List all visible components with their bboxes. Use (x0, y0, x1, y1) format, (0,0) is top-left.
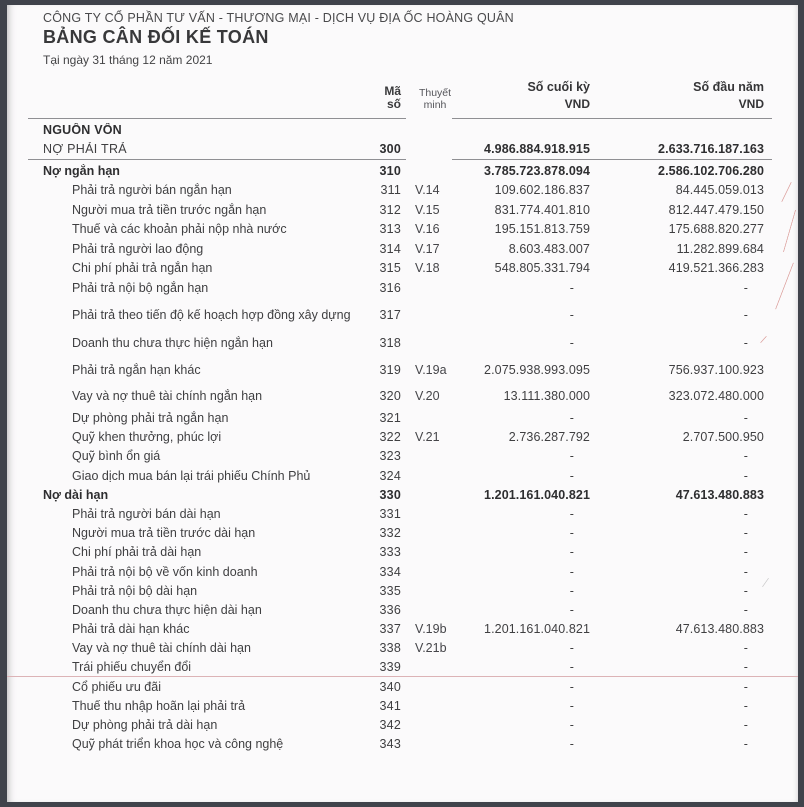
end-period-column-header (455, 80, 590, 111)
row-end-period-value: 2.075.938.993.095 (484, 363, 590, 378)
row-label: Phải trả người bán dài hạn (72, 507, 221, 522)
row-label: Vay và nợ thuê tài chính ngắn hạn (72, 389, 263, 404)
row-end-period-value: 548.805.331.794 (494, 261, 590, 276)
row-end-period-value: - (569, 411, 574, 426)
table-row-340 (7, 677, 798, 696)
row-label: Phải trả người lao động (72, 241, 204, 256)
row-end-period-value: - (569, 698, 574, 713)
row-code: 323 (379, 449, 401, 464)
row-code: 310 (379, 163, 401, 178)
row-end-period-value: - (569, 641, 574, 656)
begin-period-column-header (590, 80, 764, 111)
row-end-period-value: 195.151.813.759 (494, 222, 590, 237)
row-begin-period-value: - (743, 335, 748, 350)
row-begin-period-value: - (743, 280, 748, 295)
table-row-320 (7, 384, 798, 409)
row-begin-period-value: 419.521.366.283 (668, 261, 764, 276)
row-begin-period-value: - (743, 526, 748, 541)
row-code: 335 (379, 583, 401, 598)
row-begin-period-value: - (743, 545, 748, 560)
row-label: Phải trả nội bộ ngắn hạn (72, 280, 209, 295)
table-row-341 (7, 696, 798, 715)
table-row-318 (7, 329, 798, 357)
table-row-331 (7, 504, 798, 523)
row-note-ref: V.21 (415, 430, 440, 445)
code-header-line1: Mã (384, 84, 401, 98)
row-note-ref: V.20 (415, 389, 440, 404)
row-begin-period-value: - (743, 308, 748, 323)
table-row-342 (7, 716, 798, 735)
table-row-338 (7, 639, 798, 658)
table-body (7, 120, 798, 754)
row-end-period-value: - (569, 737, 574, 752)
company-name: CÔNG TY CỔ PHẦN TƯ VẤN - THƯƠNG MẠI - DỊCH VỤ ĐỊA ỐC HOÀNG QUÂN (43, 11, 514, 25)
note-header-line1: Thuyết (418, 87, 452, 99)
table-row-337 (7, 620, 798, 639)
row-code: 331 (379, 507, 401, 522)
end-period-currency: VND (564, 97, 590, 111)
row-label: Chi phí phải trả dài hạn (72, 545, 202, 560)
row-code: 340 (379, 679, 401, 694)
row-begin-period-value: 11.282.899.684 (676, 241, 764, 256)
row-code: 332 (379, 526, 401, 541)
row-end-period-value: 4.986.884.918.915 (484, 142, 590, 157)
row-label: Phải trả dài hạn khác (72, 622, 190, 637)
row-begin-period-value: - (743, 411, 748, 426)
row-note-ref: V.18 (415, 261, 440, 276)
row-label: Phải trả theo tiến độ kế hoạch hợp đồng xây dựng (72, 308, 351, 323)
table-row-324 (7, 466, 798, 485)
row-end-period-value: - (569, 545, 574, 560)
table-row-312 (7, 200, 798, 220)
table-row-300 (7, 140, 798, 160)
row-end-period-value: - (569, 583, 574, 598)
table-row-330 (7, 485, 798, 504)
row-label: Phải trả người bán ngắn hạn (72, 183, 232, 198)
report-date: Tại ngày 31 tháng 12 năm 2021 (43, 53, 213, 67)
row-label: Người mua trả tiền trước dài hạn (72, 526, 256, 541)
table-row-310 (7, 161, 798, 181)
row-begin-period-value: 2.586.102.706.280 (658, 163, 764, 178)
row-end-period-value: - (569, 718, 574, 733)
table-row-332 (7, 524, 798, 543)
row-end-period-value: 8.603.483.007 (508, 241, 590, 256)
row-label: Thuế và các khoản phải nộp nhà nước (72, 222, 287, 237)
table-row-314 (7, 239, 798, 259)
row-label: Chi phí phải trả ngắn hạn (72, 261, 213, 276)
row-end-period-value: 3.785.723.878.094 (484, 163, 590, 178)
row-begin-period-value: 812.447.479.150 (668, 202, 764, 217)
row-code: 330 (379, 487, 401, 502)
row-end-period-value: - (569, 660, 574, 675)
row-code: 334 (379, 564, 401, 579)
table-row-333 (7, 543, 798, 562)
row-end-period-value: 1.201.161.040.821 (484, 487, 590, 502)
code-column-header (357, 85, 403, 111)
row-code: 300 (379, 142, 401, 157)
row-label: Quỹ khen thưởng, phúc lợi (72, 430, 222, 445)
row-label: Người mua trả tiền trước ngắn hạn (72, 202, 267, 217)
row-code: 314 (379, 241, 401, 256)
table-column-header (7, 80, 798, 118)
table-row-315 (7, 259, 798, 279)
table-row-335 (7, 581, 798, 600)
note-header-line2: minh (423, 99, 447, 111)
row-label: Phải trả nội bộ về vốn kinh doanh (72, 564, 258, 579)
row-code: 312 (379, 202, 401, 217)
row-code: 339 (379, 660, 401, 675)
table-row-313 (7, 220, 798, 240)
table-row-336 (7, 600, 798, 619)
row-begin-period-value: - (743, 583, 748, 598)
row-end-period-value: - (569, 679, 574, 694)
row-note-ref: V.15 (415, 202, 440, 217)
row-label: Dự phòng phải trả ngắn hạn (72, 411, 229, 426)
table-row-343 (7, 735, 798, 754)
row-note-ref: V.17 (415, 241, 440, 256)
row-label: Nợ ngắn hạn (43, 163, 120, 178)
row-begin-period-value: - (743, 468, 748, 483)
table-row-334 (7, 562, 798, 581)
row-begin-period-value: - (743, 507, 748, 522)
row-label: Quỹ phát triển khoa học và công nghệ (72, 737, 284, 752)
row-begin-period-value: 175.688.820.277 (668, 222, 764, 237)
row-code: 336 (379, 602, 401, 617)
table-row-339 (7, 658, 798, 677)
begin-period-currency: VND (738, 97, 764, 111)
row-code: 318 (379, 335, 401, 350)
row-label: Vay và nợ thuê tài chính dài hạn (72, 641, 251, 656)
row-label: Phải trả ngắn hạn khác (72, 363, 201, 378)
row-end-period-value: - (569, 280, 574, 295)
row-code: 319 (379, 363, 401, 378)
row-end-period-value: - (569, 564, 574, 579)
row-end-period-value: - (569, 602, 574, 617)
row-note-ref: V.14 (415, 183, 440, 198)
header-rule (7, 118, 798, 120)
row-label: Trái phiếu chuyển đổi (72, 660, 192, 675)
row-code: 321 (379, 411, 401, 426)
note-column-header (403, 87, 455, 111)
section-rule (7, 159, 798, 161)
row-end-period-value: - (569, 449, 574, 464)
row-label: Doanh thu chưa thực hiện ngắn hạn (72, 335, 273, 350)
row-label: Phải trả nội bộ dài hạn (72, 583, 198, 598)
row-end-period-value: - (569, 335, 574, 350)
code-header-line2: số (386, 97, 401, 111)
row-begin-period-value: 47.613.480.883 (675, 487, 764, 502)
row-label: NỢ PHẢI TRẢ (43, 142, 127, 157)
row-code: 337 (379, 622, 401, 637)
row-end-period-value: - (569, 526, 574, 541)
row-end-period-value: 109.602.186.837 (494, 183, 590, 198)
row-end-period-value: 1.201.161.040.821 (484, 622, 590, 637)
row-note-ref: V.21b (415, 641, 447, 656)
row-code: 315 (379, 261, 401, 276)
row-note-ref: V.19b (415, 622, 447, 637)
balance-sheet-document (7, 5, 798, 802)
row-label: NGUỒN VỐN (43, 122, 122, 137)
table-row-323 (7, 447, 798, 466)
row-code: 316 (379, 280, 401, 295)
row-begin-period-value: 47.613.480.883 (675, 622, 764, 637)
row-code: 338 (379, 641, 401, 656)
row-begin-period-value: 756.937.100.923 (668, 363, 764, 378)
row-code: 313 (379, 222, 401, 237)
document-title: BẢNG CÂN ĐỐI KẾ TOÁN (43, 27, 269, 47)
row-end-period-value: - (569, 507, 574, 522)
row-end-period-value: - (569, 308, 574, 323)
row-code: 333 (379, 545, 401, 560)
row-begin-period-value: - (743, 737, 748, 752)
row-code: 322 (379, 430, 401, 445)
row-label: Thuế thu nhập hoãn lại phải trả (72, 698, 246, 713)
row-begin-period-value: - (743, 679, 748, 694)
row-begin-period-value: 84.445.059.013 (675, 183, 764, 198)
row-begin-period-value: 2.633.716.187.163 (658, 142, 764, 157)
document-header (7, 5, 798, 67)
row-code: 317 (379, 308, 401, 323)
row-end-period-value: 13.111.380.000 (503, 389, 590, 404)
row-label: Cổ phiếu ưu đãi (72, 679, 161, 694)
table-row-317 (7, 302, 798, 330)
row-begin-period-value: - (743, 641, 748, 656)
row-label: Nợ dài hạn (43, 487, 109, 502)
row-code: 341 (379, 698, 401, 713)
row-code: 324 (379, 468, 401, 483)
table-row-321 (7, 409, 798, 428)
row-code: 342 (379, 718, 401, 733)
table-row-316 (7, 278, 798, 298)
row-code: 311 (380, 183, 401, 198)
table-row-311 (7, 181, 798, 201)
table-row-319 (7, 357, 798, 385)
row-end-period-value: 2.736.287.792 (508, 430, 590, 445)
row-end-period-value: - (569, 468, 574, 483)
row-note-ref: V.16 (415, 222, 440, 237)
row-label: Quỹ bình ổn giá (72, 449, 161, 464)
row-code: 343 (379, 737, 401, 752)
table-row-322 (7, 428, 798, 447)
row-begin-period-value: - (743, 698, 748, 713)
row-begin-period-value: - (743, 564, 748, 579)
row-label: Doanh thu chưa thực hiện dài hạn (72, 602, 262, 617)
row-code: 320 (379, 389, 401, 404)
row-begin-period-value: 2.707.500.950 (682, 430, 764, 445)
table-row-section (7, 120, 798, 140)
begin-period-label: Số đầu năm (693, 80, 764, 94)
row-label: Dự phòng phải trả dài hạn (72, 718, 218, 733)
row-begin-period-value: - (743, 718, 748, 733)
row-label: Giao dịch mua bán lại trái phiếu Chính Phủ (72, 468, 311, 483)
row-begin-period-value: - (743, 660, 748, 675)
row-begin-period-value: - (743, 449, 748, 464)
row-begin-period-value: - (743, 602, 748, 617)
row-note-ref: V.19a (415, 363, 447, 378)
row-begin-period-value: 323.072.480.000 (668, 389, 764, 404)
end-period-label: Số cuối kỳ (527, 80, 590, 94)
row-end-period-value: 831.774.401.810 (494, 202, 590, 217)
